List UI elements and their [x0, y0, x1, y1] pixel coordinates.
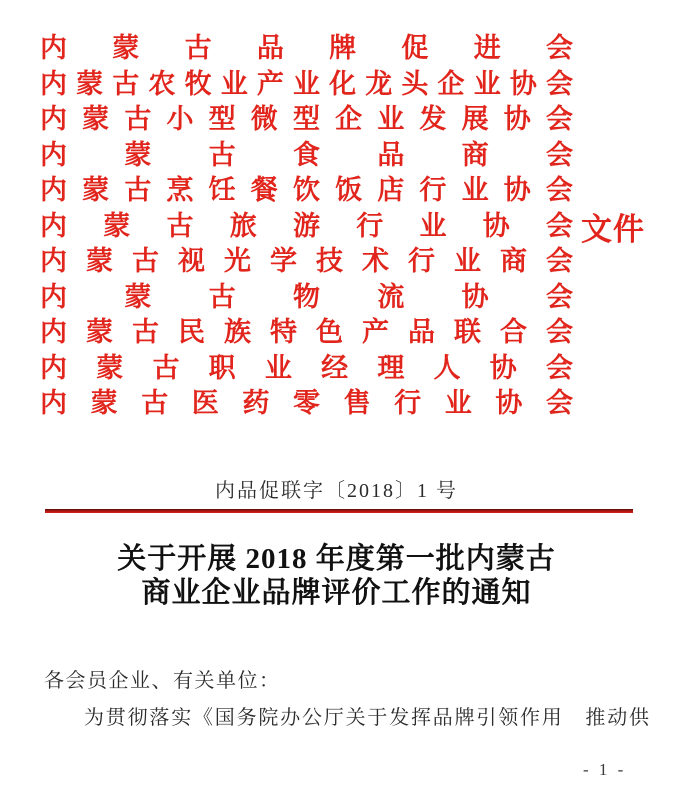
letterhead-org-4: 内 蒙 古 食 品 商 会	[40, 139, 573, 170]
page-number: - 1 -	[583, 760, 627, 779]
letterhead-org-8: 内 蒙 古 物 流 协 会	[40, 281, 573, 312]
letterhead-org-3: 内 蒙 古 小 型 微 型 企 业 发 展 协 会	[40, 104, 573, 135]
red-divider-line	[45, 509, 633, 513]
salutation: 各会员企业、有关单位：	[44, 670, 281, 692]
letterhead-document-word: 文件	[581, 212, 645, 247]
letterhead-org-11: 内 蒙 古 医 药 零 售 行 业 协 会	[40, 388, 573, 419]
letterhead-org-1: 内 蒙 古 品 牌 促 进 会	[40, 33, 573, 64]
letterhead-org-5: 内 蒙 古 烹 饪 餐 饮 饭 店 行 业 协 会	[40, 175, 573, 206]
body-paragraph-first-line: 为贯彻落实《国务院办公厅关于发挥品牌引领作用 推动供	[84, 707, 651, 729]
letterhead-org-10: 内 蒙 古 职 业 经 理 人 协 会	[40, 352, 573, 383]
reference-number: 内品促联字〔2018〕1 号	[215, 480, 458, 502]
letterhead-org-9: 内 蒙 古 民 族 特 色 产 品 联 合 会	[40, 317, 573, 348]
letterhead	[40, 28, 573, 419]
document-title-line-1: 关于开展 2018 年度第一批内蒙古	[117, 543, 556, 575]
document-title	[0, 543, 673, 610]
document-title-line-2: 商业企业品牌评价工作的通知	[141, 576, 532, 609]
letterhead-org-2: 内 蒙 古 农 牧 业 产 业 化 龙 头 企 业 协 会	[40, 68, 573, 99]
letterhead-org-7: 内 蒙 古 视 光 学 技 术 行 业 商 会	[40, 246, 573, 277]
letterhead-org-6: 内 蒙 古 旅 游 行 业 协 会	[40, 210, 573, 241]
